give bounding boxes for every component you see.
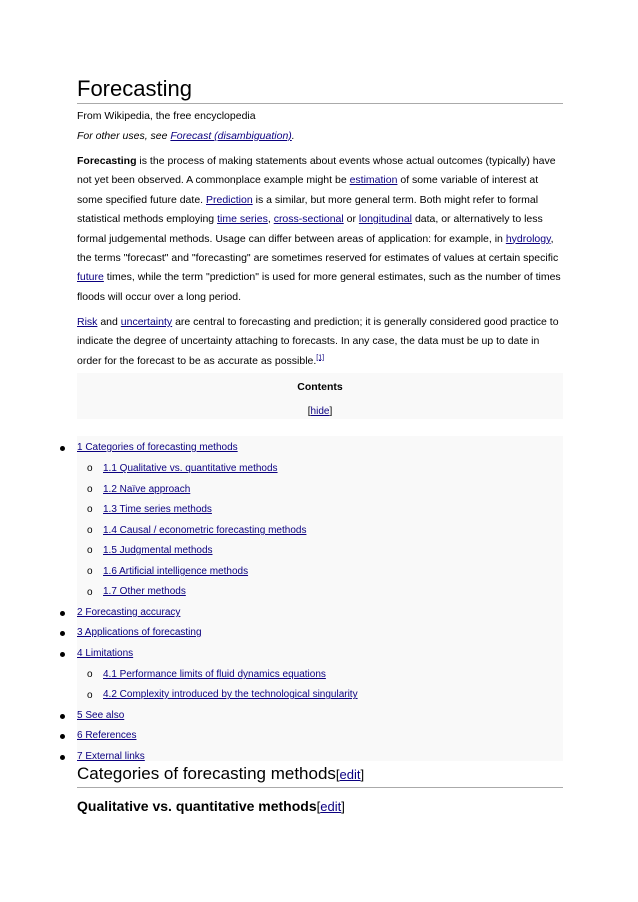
toc-item[interactable]: 7 External links [77,751,145,762]
subsection-edit-link[interactable]: edit [320,799,342,814]
toc-hide-bracket: ] [329,406,333,417]
prediction-link[interactable]: Prediction [206,193,253,206]
subsection-edit [317,799,345,814]
intro-text: is a similar, but more general term. Both might refer to formal statistical methods employing [77,193,539,226]
risk-paragraph [77,313,563,371]
edit-bracket: [ [335,767,340,782]
edit-bracket: [ [316,799,321,814]
toc-item[interactable]: 1.7 Other methods [103,586,186,597]
circle-bullet-icon: o [87,525,93,536]
intro-text: , [267,213,274,226]
circle-bullet-icon: o [87,566,93,577]
bullet-icon [60,755,65,760]
subsection-heading-text: Qualitative vs. quantitative methods [77,798,317,814]
section-heading [77,763,563,788]
edit-bracket: ] [360,767,365,782]
hatnote-suffix: . [291,130,295,142]
intro-text: times, while the term "prediction" is used for more general estimates, such as the number of times floods will occur over a long period. [77,271,561,303]
toc-item[interactable]: 2 Forecasting accuracy [77,607,181,618]
toc-item[interactable]: 4.1 Performance limits of fluid dynamics equations [103,669,326,680]
toc-item[interactable]: 4 Limitations [77,648,134,659]
toc-header [77,373,563,419]
intro-bold-term: Forecasting [77,155,137,167]
site-sub: From Wikipedia, the free encyclopedia [77,110,256,122]
intro-text: or [343,213,359,226]
estimation-link[interactable]: estimation [349,174,398,187]
toc-hide-link[interactable]: hide [310,406,330,417]
toc-hide-bracket: [ [307,406,311,417]
intro-text: , the terms "forecast" and "forecasting" are sometimes reserved for estimates of values at certain specific [77,232,559,265]
risk-link[interactable]: Risk [77,316,98,328]
circle-bullet-icon: o [87,690,93,701]
toc-item[interactable]: 1.5 Judgmental methods [103,545,213,556]
intro-text: is the process of making statements about events whose actual outcomes (typically) have not yet been observed. A commonplace example might be [77,155,556,187]
uncertainty-link[interactable]: uncertainty [120,316,173,328]
bullet-icon [60,734,65,739]
circle-bullet-icon: o [87,484,93,495]
hatnote-prefix: For other uses, see [77,130,171,142]
cross-sectional-link[interactable]: cross-sectional [273,213,344,226]
intro-text: data, or alternatively to less formal judgemental methods. Usage can differ between areas of application: for example, in [77,213,543,245]
risk-text: and [97,316,121,328]
bullet-icon [60,631,65,636]
toc-item[interactable]: 1.1 Qualitative vs. quantitative methods [103,463,278,474]
reference-1-link[interactable]: [1] [316,354,325,362]
toc-hide-toggle [77,406,563,417]
toc-item[interactable]: 3 Applications of forecasting [77,627,202,638]
bullet-icon [60,652,65,657]
edit-bracket: ] [341,799,345,814]
bullet-icon [60,714,65,719]
section-edit-link[interactable]: edit [339,767,361,782]
time-series-link[interactable]: time series [217,213,268,226]
circle-bullet-icon: o [87,545,93,556]
toc-item[interactable]: 1.4 Causal / econometric forecasting methods [103,525,307,536]
circle-bullet-icon: o [87,587,93,598]
toc-item[interactable]: 1.6 Artificial intelligence methods [103,566,249,577]
risk-text: are central to forecasting and prediction; it is generally considered good practice to indicate the degree of uncertainty attaching to forecasts. In any case, the data must be up to date in order for the forecast to be as accurate as possible. [77,316,559,367]
bullet-icon [60,446,65,451]
future-link[interactable]: future [77,271,104,284]
circle-bullet-icon: o [87,504,93,515]
toc-item[interactable]: 1.3 Time series methods [103,504,212,515]
hydrology-link[interactable]: hydrology [505,232,551,245]
intro-text: of some variable of interest at some specified future date. [77,174,539,206]
circle-bullet-icon: o [87,669,93,680]
section-edit [336,767,364,782]
hatnote [77,130,295,142]
subsection-heading [77,796,345,817]
toc-item[interactable]: 1 Categories of forecasting methods [77,442,238,453]
page-title: Forecasting [77,76,563,104]
toc-title: Contents [297,381,343,393]
toc-item[interactable]: 4.2 Complexity introduced by the technological singularity [103,689,358,700]
bullet-icon [60,611,65,616]
toc-item[interactable]: 5 See also [77,710,125,721]
toc-item[interactable]: 6 References [77,730,137,741]
disambiguation-link[interactable]: Forecast (disambiguation) [170,130,292,142]
intro-paragraph [77,152,563,307]
longitudinal-link[interactable]: longitudinal [358,213,413,226]
toc-item[interactable]: 1.2 Naïve approach [103,484,191,495]
section-heading-text: Categories of forecasting methods [77,764,336,783]
circle-bullet-icon: o [87,463,93,474]
